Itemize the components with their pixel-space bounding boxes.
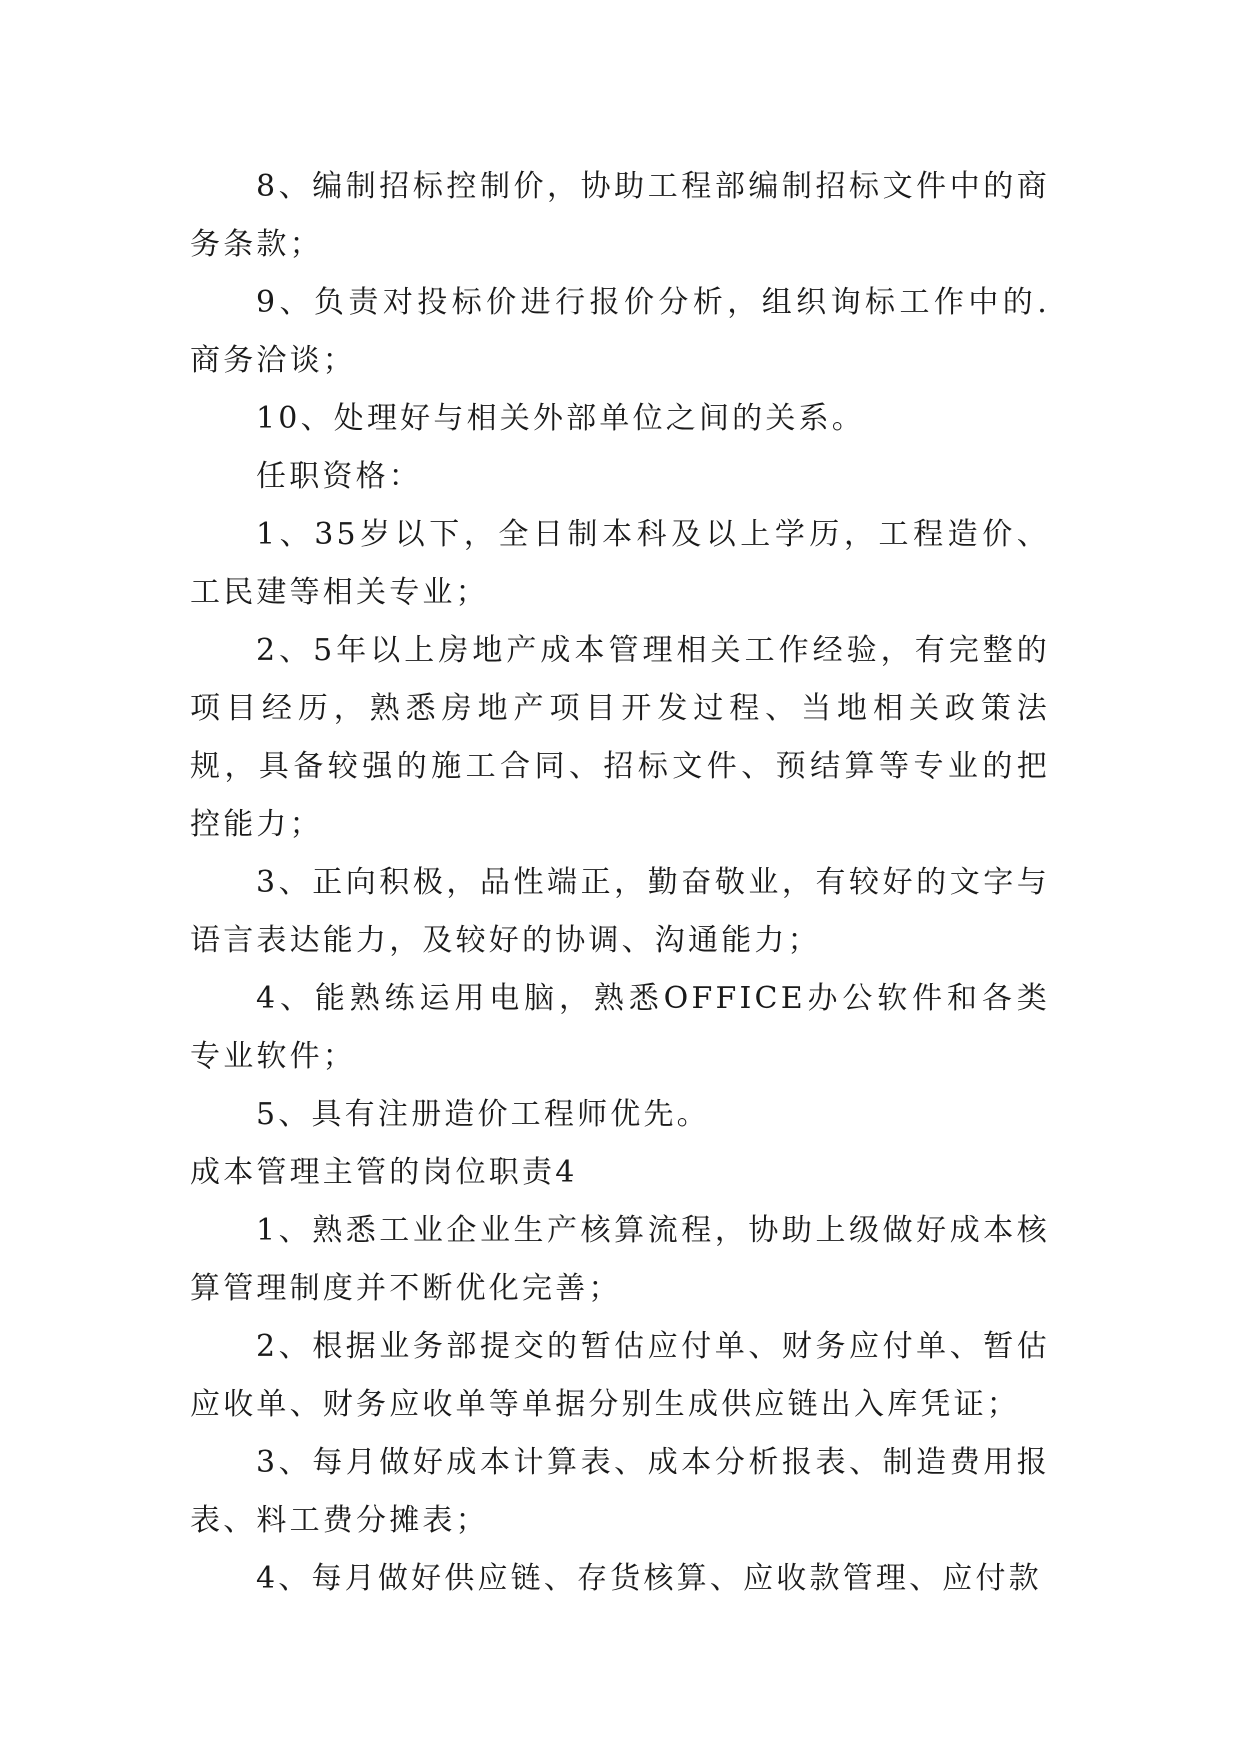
duty-item-1: 1、熟悉工业企业生产核算流程，协助上级做好成本核算管理制度并不断优化完善； (190, 1213, 1050, 1306)
document-body (190, 158, 1050, 1608)
duty-item-4: 4、每月做好供应链、存货核算、应收款管理、应付款 (256, 1561, 1042, 1596)
paragraph-item-8: 8、编制招标控制价，协助工程部编制招标文件中的商务条款； (190, 169, 1050, 262)
qualification-item-3: 3、正向积极，品性端正，勤奋敬业，有较好的文字与语言表达能力，及较好的协调、沟通能力； (190, 865, 1050, 958)
paragraph-item-9: 9、负责对投标价进行报价分析，组织询标工作中的.商务洽谈； (190, 285, 1050, 378)
duty-item-3: 3、每月做好成本计算表、成本分析报表、制造费用报表、料工费分摊表； (190, 1445, 1050, 1538)
paragraph-item-10: 10、处理好与相关外部单位之间的关系。 (256, 401, 865, 436)
qualifications-heading: 任职资格： (256, 459, 422, 494)
section-title: 成本管理主管的岗位职责4 (190, 1155, 578, 1190)
qualification-item-2: 2、5年以上房地产成本管理相关工作经验，有完整的项目经历，熟悉房地产项目开发过程、当地相关政策法规，具备较强的施工合同、招标文件、预结算等专业的把控能力； (190, 633, 1050, 842)
qualification-item-1: 1、35岁以下，全日制本科及以上学历，工程造价、工民建等相关专业； (190, 517, 1050, 610)
duty-item-2: 2、根据业务部提交的暂估应付单、财务应付单、暂估应收单、财务应收单等单据分别生成供应链出入库凭证； (190, 1329, 1050, 1422)
qualification-item-5: 5、具有注册造价工程师优先。 (256, 1097, 710, 1132)
qualification-item-4: 4、能熟练运用电脑，熟悉OFFICE办公软件和各类专业软件； (190, 981, 1050, 1074)
